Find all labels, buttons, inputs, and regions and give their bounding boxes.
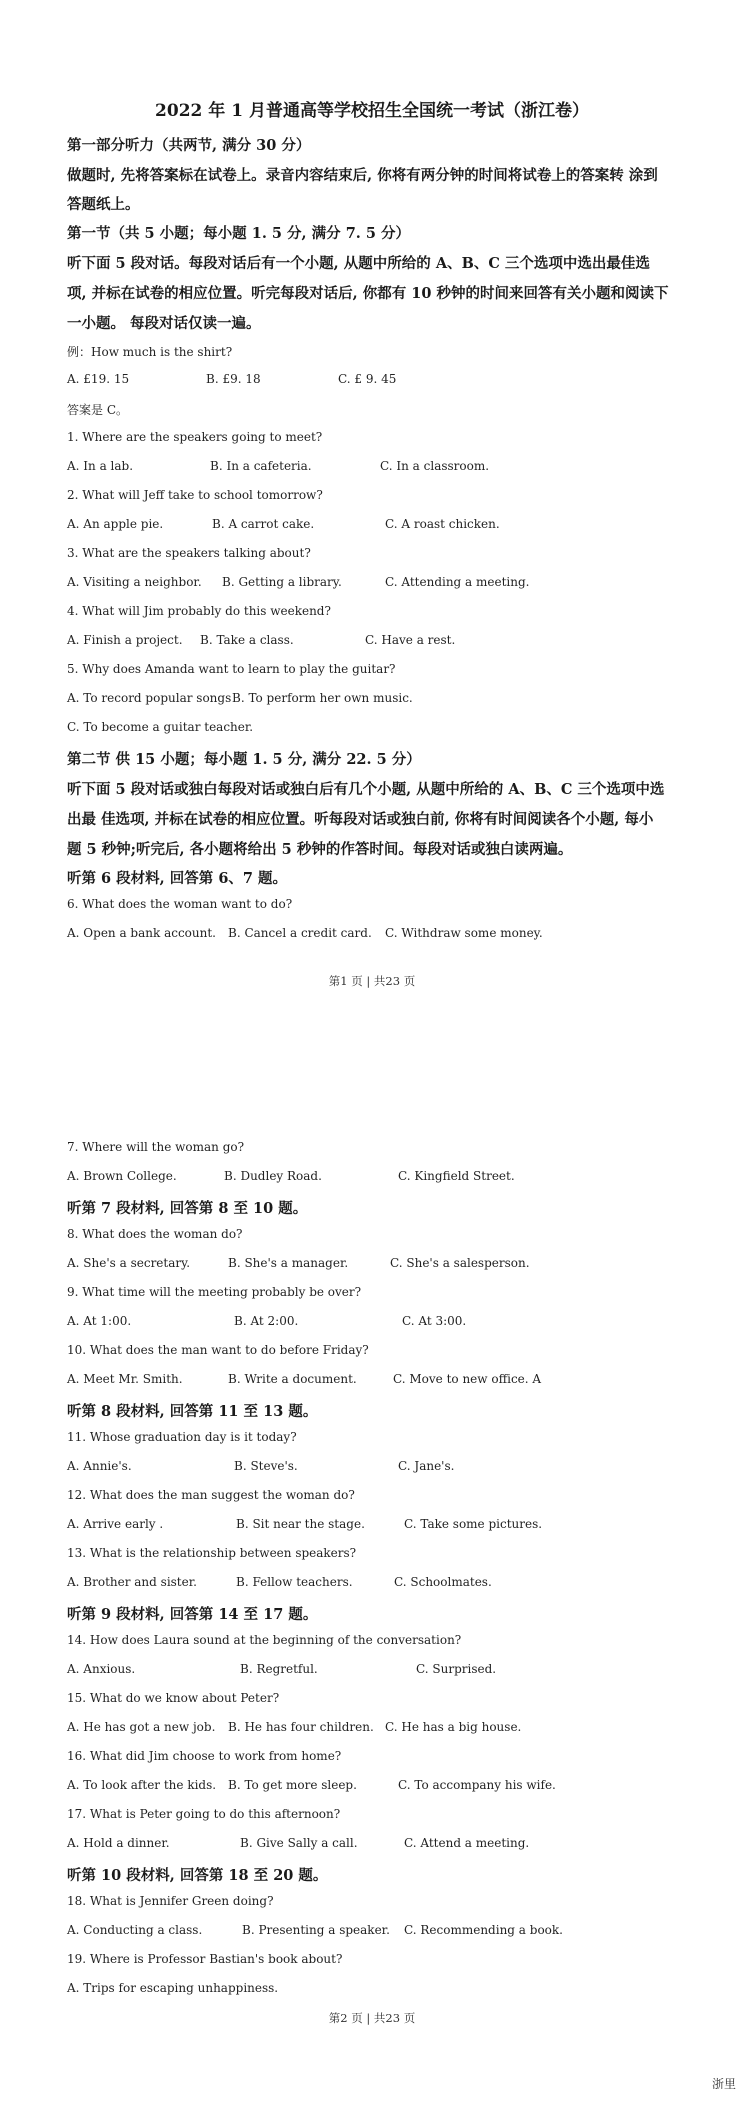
q15-option-a: A. He has got a new job. xyxy=(67,1720,216,1734)
section1-instruction: 项, 并标在试卷的相应位置。听完每段对话后, 你都有 10 秒钟的时间来回答有关小题和阅读下 xyxy=(67,285,669,302)
q3-option-c: C. Attending a meeting. xyxy=(385,575,530,589)
q10-option-b: B. Write a document. xyxy=(228,1372,357,1386)
question-19: 19. Where is Professor Bastian's book about? xyxy=(67,1952,343,1966)
q4-option-b: B. Take a class. xyxy=(200,633,294,647)
q18-option-c: C. Recommending a book. xyxy=(404,1923,563,1937)
section1-heading: 第一节（共 5 小题；每小题 1. 5 分, 满分 7. 5 分） xyxy=(67,225,411,242)
q15-option-c: C. He has a big house. xyxy=(385,1720,522,1734)
q3-option-b: B. Getting a library. xyxy=(222,575,342,589)
question-14: 14. How does Laura sound at the beginning of the conversation? xyxy=(67,1633,462,1647)
material-10-heading: 听第 10 段材料, 回答第 18 至 20 题。 xyxy=(67,1867,328,1884)
question-13: 13. What is the relationship between speakers? xyxy=(67,1546,357,1560)
q12-option-b: B. Sit near the stage. xyxy=(236,1517,365,1531)
q11-option-c: C. Jane's. xyxy=(398,1459,455,1473)
q2-option-a: A. An apple pie. xyxy=(67,517,164,531)
q13-option-a: A. Brother and sister. xyxy=(67,1575,197,1589)
q18-option-b: B. Presenting a speaker. xyxy=(242,1923,390,1937)
question-16: 16. What did Jim choose to work from home? xyxy=(67,1749,342,1763)
q8-option-a: A. She's a secretary. xyxy=(67,1256,191,1270)
q14-option-b: B. Regretful. xyxy=(240,1662,318,1676)
q5-option-c: C. To become a guitar teacher. xyxy=(67,720,254,734)
q9-option-c: C. At 3:00. xyxy=(402,1314,467,1328)
q9-option-a: A. At 1:00. xyxy=(67,1314,132,1328)
q11-option-b: B. Steve's. xyxy=(234,1459,298,1473)
q14-option-c: C. Surprised. xyxy=(416,1662,497,1676)
section2-instruction: 题 5 秒钟;听完后, 各小题将给出 5 秒钟的作答时间。每段对话或独白读两遍。 xyxy=(67,841,573,858)
q2-option-b: B. A carrot cake. xyxy=(212,517,315,531)
q4-option-c: C. Have a rest. xyxy=(365,633,456,647)
q1-option-b: B. In a cafeteria. xyxy=(210,459,312,473)
question-18: 18. What is Jennifer Green doing? xyxy=(67,1894,274,1908)
section2-instruction: 出最 佳选项, 并标在试卷的相应位置。听每段对话或独白前, 你将有时间阅读各个小题, 每小 xyxy=(67,811,654,828)
example-answer: 答案是 C。 xyxy=(67,403,128,417)
question-3: 3. What are the speakers talking about? xyxy=(67,546,311,560)
material-7-heading: 听第 7 段材料, 回答第 8 至 10 题。 xyxy=(67,1200,308,1217)
q6-option-c: C. Withdraw some money. xyxy=(385,926,543,940)
page-1 xyxy=(0,0,744,988)
example-question: 例：How much is the shirt? xyxy=(67,345,233,359)
q10-option-a: A. Meet Mr. Smith. xyxy=(67,1372,183,1386)
q10-option-c: C. Move to new office. A xyxy=(393,1372,542,1386)
question-10: 10. What does the man want to do before Friday? xyxy=(67,1343,369,1357)
q17-option-c: C. Attend a meeting. xyxy=(404,1836,530,1850)
q4-option-a: A. Finish a project. xyxy=(67,633,183,647)
question-7: 7. Where will the woman go? xyxy=(67,1140,245,1154)
q6-option-b: B. Cancel a credit card. xyxy=(228,926,372,940)
q17-option-a: A. Hold a dinner. xyxy=(67,1836,170,1850)
page-footer: 第1 页 | 共23 页 xyxy=(328,974,416,988)
q14-option-a: A. Anxious. xyxy=(67,1662,136,1676)
q9-option-b: B. At 2:00. xyxy=(234,1314,299,1328)
q13-option-b: B. Fellow teachers. xyxy=(236,1575,353,1589)
q12-option-a: A. Arrive early . xyxy=(67,1517,164,1531)
q6-option-a: A. Open a bank account. xyxy=(67,926,216,940)
q8-option-c: C. She's a salesperson. xyxy=(390,1256,530,1270)
example-option-c: C. £ 9. 45 xyxy=(338,372,397,386)
material-8-heading: 听第 8 段材料, 回答第 11 至 13 题。 xyxy=(67,1403,318,1420)
question-15: 15. What do we know about Peter? xyxy=(67,1691,280,1705)
q5-option-a: A. To record popular songs xyxy=(67,691,232,705)
q18-option-a: A. Conducting a class. xyxy=(67,1923,203,1937)
question-4: 4. What will Jim probably do this weekend? xyxy=(67,604,331,618)
question-2: 2. What will Jeff take to school tomorrow? xyxy=(67,488,323,502)
section1-instruction: 听下面 5 段对话。每段对话后有一个小题, 从题中所给的 A、B、C 三个选项中选出最佳选 xyxy=(67,255,650,272)
part1-heading: 第一部分听力（共两节, 满分 30 分） xyxy=(67,137,311,154)
q16-option-a: A. To look after the kids. xyxy=(67,1778,217,1792)
instruction-line: 做题时, 先将答案标在试卷上。录音内容结束后, 你将有两分钟的时间将试卷上的答案转 涂到 xyxy=(67,167,658,184)
q7-option-a: A. Brown College. xyxy=(67,1169,177,1183)
q7-option-b: B. Dudley Road. xyxy=(224,1169,322,1183)
q5-option-b: B. To perform her own music. xyxy=(232,691,413,705)
q12-option-c: C. Take some pictures. xyxy=(404,1517,543,1531)
example-option-b: B. £9. 18 xyxy=(206,372,261,386)
q16-option-c: C. To accompany his wife. xyxy=(398,1778,556,1792)
section1-instruction: 一小题。 每段对话仅读一遍。 xyxy=(67,315,261,332)
question-11: 11. Whose graduation day is it today? xyxy=(67,1430,297,1444)
q8-option-b: B. She's a manager. xyxy=(228,1256,349,1270)
section2-heading: 第二节 供 15 小题；每小题 1. 5 分, 满分 22. 5 分） xyxy=(67,751,421,768)
q3-option-a: A. Visiting a neighbor. xyxy=(67,575,202,589)
q19-option-a: A. Trips for escaping unhappiness. xyxy=(67,1981,279,1995)
question-1: 1. Where are the speakers going to meet? xyxy=(67,430,323,444)
q15-option-b: B. He has four children. xyxy=(228,1720,374,1734)
q16-option-b: B. To get more sleep. xyxy=(228,1778,357,1792)
question-6: 6. What does the woman want to do? xyxy=(67,897,293,911)
q1-option-c: C. In a classroom. xyxy=(380,459,490,473)
instruction-line: 答题纸上。 xyxy=(67,196,140,213)
q13-option-c: C. Schoolmates. xyxy=(394,1575,492,1589)
q1-option-a: A. In a lab. xyxy=(67,459,134,473)
watermark: 浙里 xyxy=(711,2077,736,2091)
section2-instruction: 听下面 5 段对话或独白每段对话或独白后有几个小题, 从题中所给的 A、B、C 三个选项中选 xyxy=(67,781,665,798)
q7-option-c: C. Kingfield Street. xyxy=(398,1169,515,1183)
question-9: 9. What time will the meeting probably be over? xyxy=(67,1285,362,1299)
question-8: 8. What does the woman do? xyxy=(67,1227,243,1241)
question-5: 5. Why does Amanda want to learn to play the guitar? xyxy=(67,662,396,676)
q17-option-b: B. Give Sally a call. xyxy=(240,1836,358,1850)
page-footer: 第2 页 | 共23 页 xyxy=(328,2011,416,2025)
question-17: 17. What is Peter going to do this afternoon? xyxy=(67,1807,341,1821)
q11-option-a: A. Annie's. xyxy=(67,1459,132,1473)
q2-option-c: C. A roast chicken. xyxy=(385,517,500,531)
example-option-a: A. £19. 15 xyxy=(67,372,130,386)
exam-title: 2022 年 1 月普通高等学校招生全国统一考试（浙江卷） xyxy=(155,101,589,121)
question-12: 12. What does the man suggest the woman do? xyxy=(67,1488,355,1502)
material-6-heading: 听第 6 段材料, 回答第 6、7 题。 xyxy=(67,870,288,887)
material-9-heading: 听第 9 段材料, 回答第 14 至 17 题。 xyxy=(67,1606,318,1623)
